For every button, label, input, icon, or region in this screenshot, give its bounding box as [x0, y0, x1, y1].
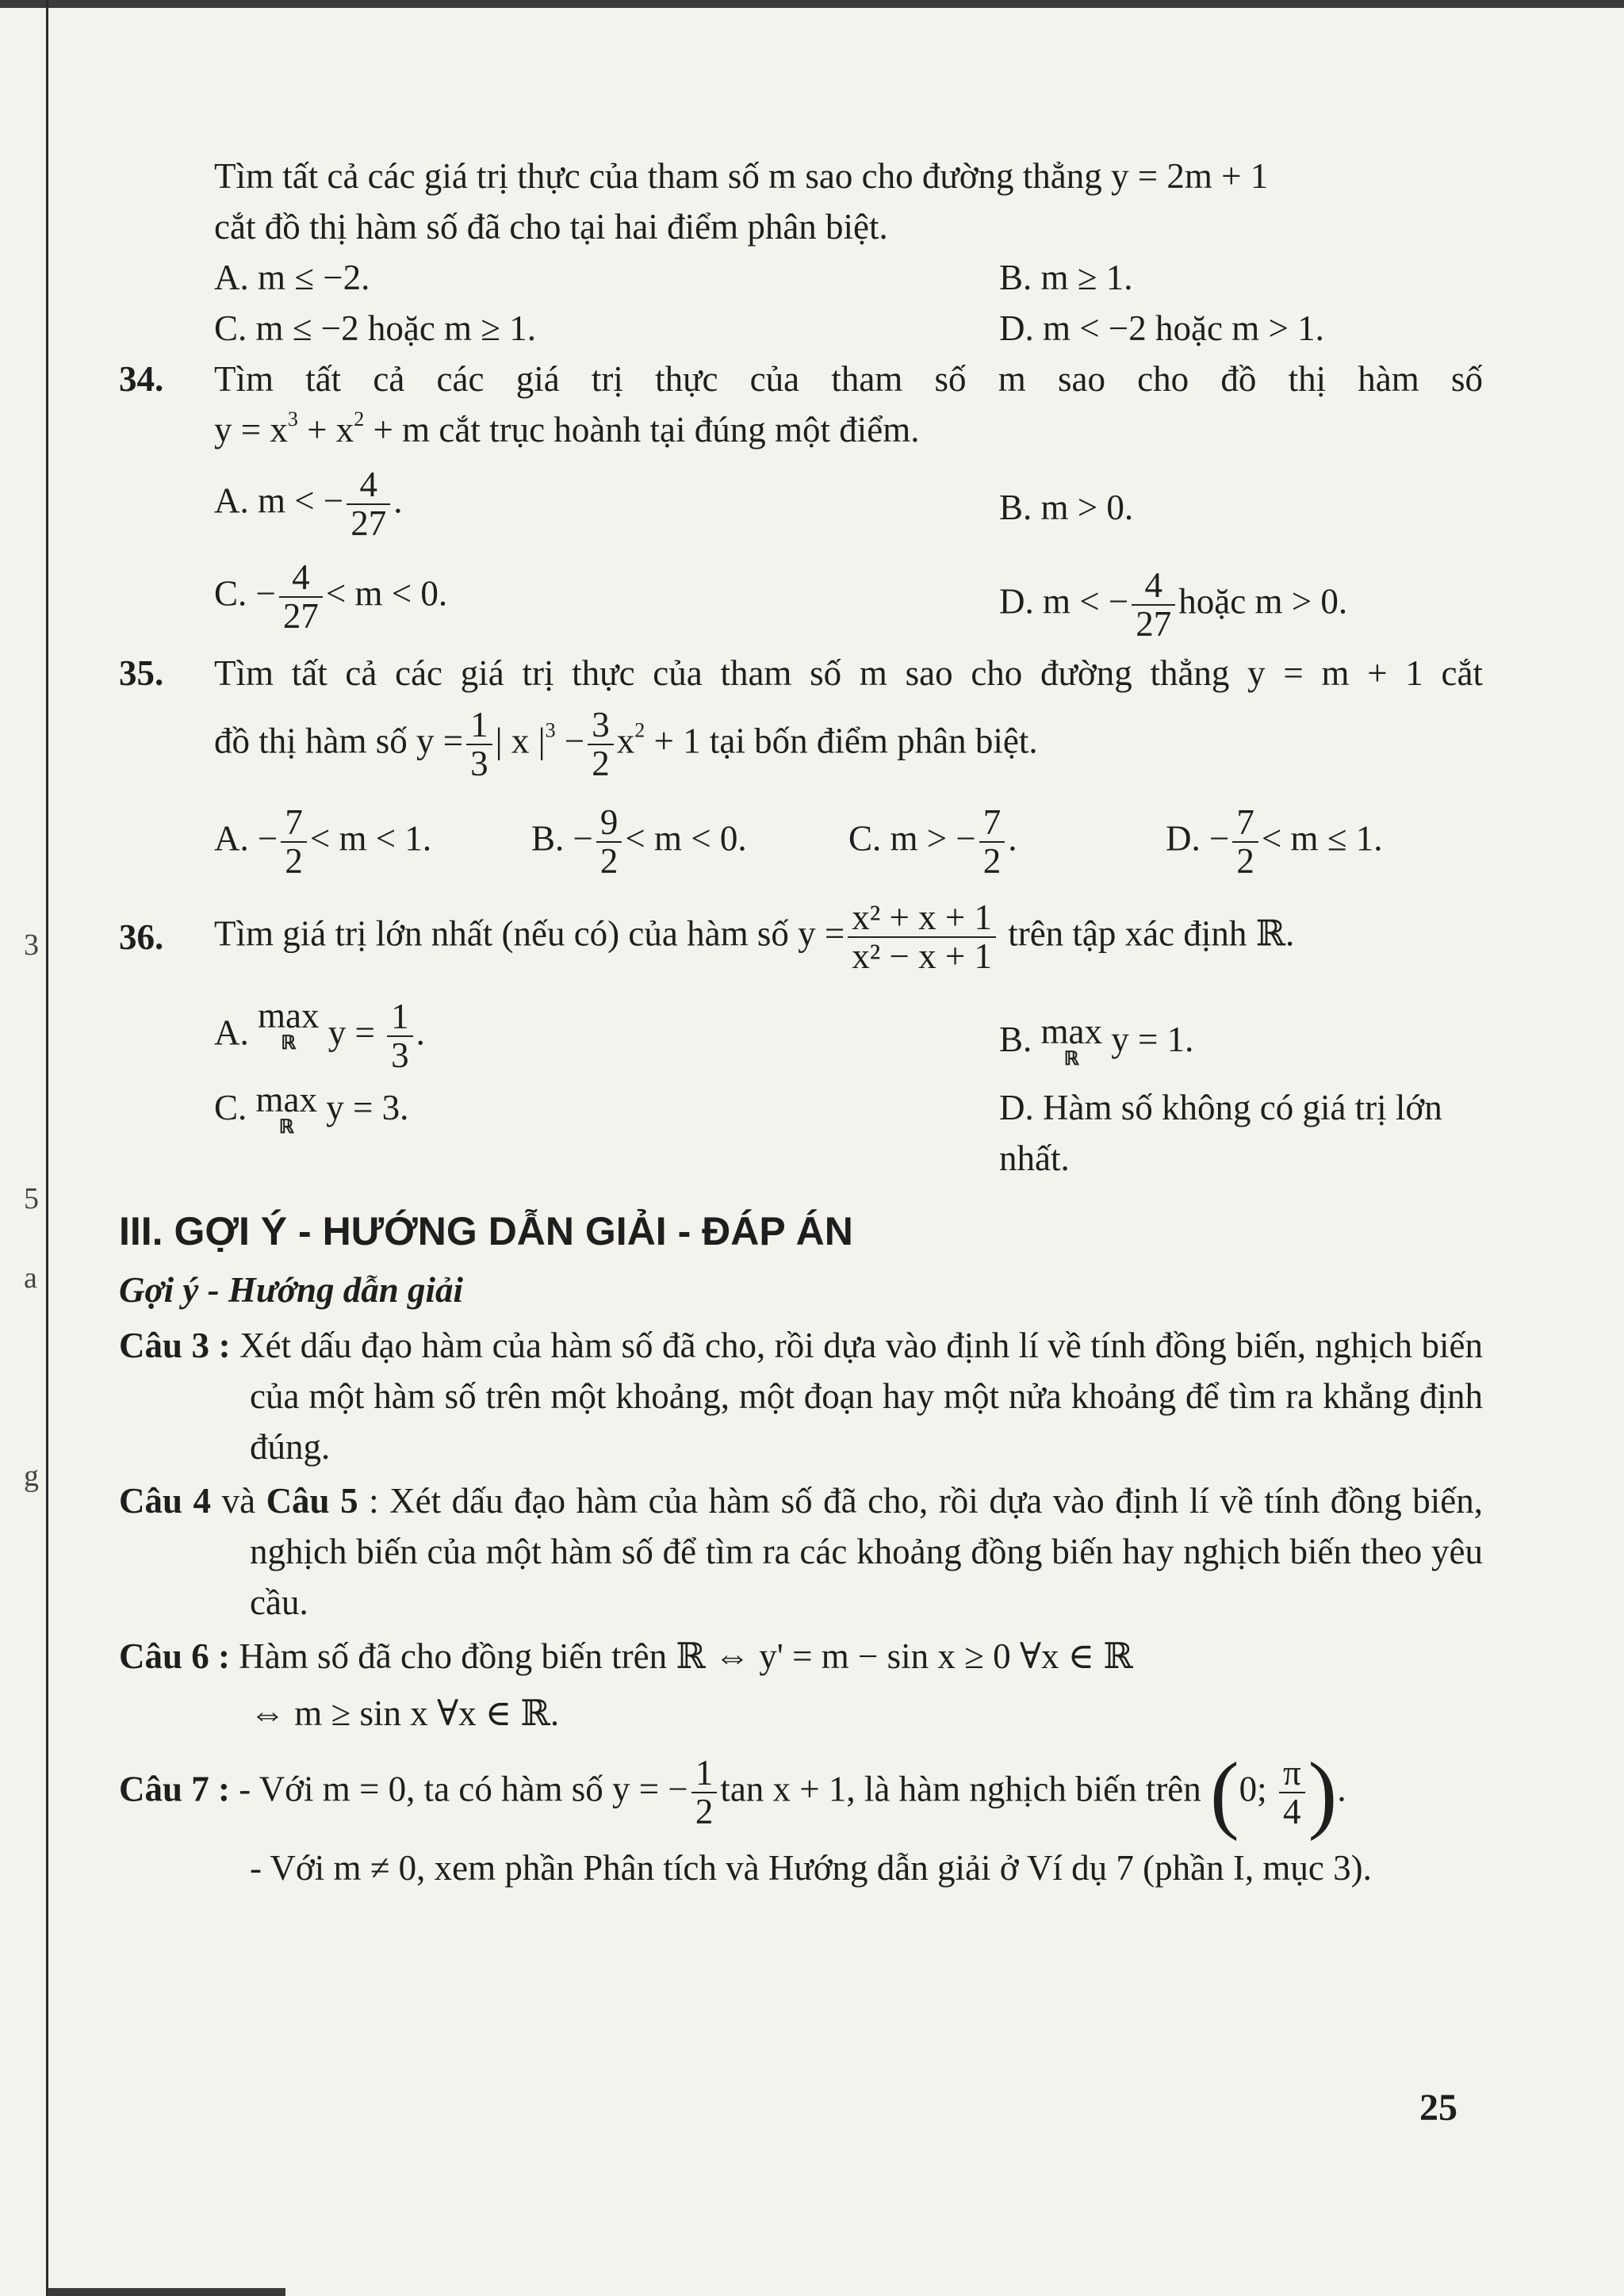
option-a: A. − $\frac{7}{2}$ < m < 1.	[214, 802, 432, 881]
question-text: Tìm tất cả các giá trị thực của tham số m sao cho đường thẳng y = m + 1 cắt	[214, 653, 1483, 693]
margin-mark: 3	[24, 928, 39, 962]
question-text-formula: đồ thị hàm số y = $\frac{1}{3}$ | x $|^3$ − $\frac{3}{2}$ $x^2 + 1$ tại bốn điểm phân biệt.	[214, 705, 1038, 784]
question-text: Tìm tất cả các giá trị thực của tham số m sao cho đồ thị hàm số	[214, 359, 1483, 399]
option-d: D. − $\frac{7}{2}$ < m ≤ 1.	[1166, 802, 1383, 881]
scan-left-edge	[46, 0, 48, 2296]
question-number: 35.	[119, 653, 164, 693]
hint-label: Câu 3 :	[119, 1326, 231, 1365]
margin-mark: 5	[24, 1182, 39, 1215]
margin-mark: a	[24, 1261, 37, 1295]
hint-cau-3: Câu 3 : Xét dấu đạo hàm của hàm số đã cho, rồi dựa vào định lí về tính đồng biến, nghịch biến của một hàm số trên một khoảng, một đoạn hay một nửa khoảng để tìm ra khẳng định đúng.	[119, 1326, 1483, 1467]
margin-mark: g	[24, 1460, 39, 1493]
question-number: 36.	[119, 917, 164, 958]
option-b: B. max ℝ y = 1.	[999, 1011, 1194, 1070]
answer-options	[119, 804, 1483, 881]
question-text-formula: $y = x^3 + x^2 + m$ cắt trục hoành tại đúng một điểm.	[214, 408, 920, 450]
question-36	[119, 899, 1483, 1184]
option-b: B. m ≥ 1.	[999, 258, 1133, 297]
option-d: D. Hàm số không có giá trị lớn nhất.	[999, 1088, 1442, 1178]
page-content	[119, 151, 1483, 1896]
hint-cau-6: Câu 6 : Hàm số đã cho đồng biến trên ℝ ⇔ y' = m − sin x ≥ 0 ∀x ∈ ℝ ⇔ m ≥ sin x ∀x ∈ ℝ.	[119, 1636, 1133, 1733]
option-b: B. − $\frac{9}{2}$ < m < 0.	[531, 802, 747, 881]
question-text: cắt đồ thị hàm số đã cho tại hai điểm phân biệt.	[214, 207, 888, 247]
question-text: Tìm tất cả các giá trị thực của tham số m sao cho đường thẳng y = 2m + 1	[214, 156, 1269, 196]
question-34	[119, 354, 1483, 643]
hint-cau-4-5: Câu 4 và Câu 5 : Xét dấu đạo hàm của hàm số đã cho, rồi dựa vào định lí về tính đồng biến, nghịch biến của một hàm số để tìm ra các khoảng đồng biến hay nghịch biến theo yêu cầu.	[119, 1481, 1483, 1622]
scan-bottom-edge	[48, 2288, 285, 2296]
hint-cau-7: Câu 7 : - Với m = 0, ta có hàm số y = − $\frac{1}{2}$ tan x + 1, là hàm nghịch biến trên (0; $\frac{\pi}{4}$ ). - Với m ≠ 0, xem phần Phân tích và Hướng dẫn giải ở Ví dụ 7 (phần I, mục 3).	[119, 1744, 1372, 1888]
option-b: B. m > 0.	[999, 488, 1134, 527]
question-33	[119, 151, 1483, 354]
answer-options	[119, 995, 1483, 1184]
option-c: C. m ≤ −2 hoặc m ≥ 1.	[214, 308, 536, 348]
option-c: C. − $\frac{4}{27}$ < m < 0.	[214, 557, 448, 636]
question-number: 34.	[119, 359, 164, 399]
answer-options	[119, 466, 1483, 643]
answer-options	[119, 252, 1483, 354]
option-d: D. m < − $\frac{4}{27}$ hoặc m > 0.	[999, 564, 1348, 644]
question-text: Tìm giá trị lớn nhất (nếu có) của hàm số y = $\frac{\text{x² + x + 1}}{\text{x² − x + 1}}$ trên tập xác định ℝ.	[214, 897, 1295, 977]
section-subtitle: Gợi ý - Hướng dẫn giải	[119, 1270, 464, 1310]
option-a: A. m < − $\frac{4}{27}$ .	[214, 465, 403, 544]
scan-top-edge	[0, 0, 1624, 8]
section-heading: III. GỢI Ý - HƯỚNG DẪN GIẢI - ĐÁP ÁN	[119, 1209, 853, 1253]
option-d: D. m < −2 hoặc m > 1.	[999, 308, 1324, 348]
option-a: A. m ≤ −2.	[214, 258, 370, 297]
option-c: C. max ℝ y = 3.	[214, 1080, 409, 1138]
option-c: C. m > − $\frac{7}{2}$ .	[848, 802, 1017, 881]
question-35	[119, 648, 1483, 880]
page-number: 25	[1419, 2087, 1457, 2129]
option-a: A. max ℝ y = $\frac{1}{3}$ .	[214, 995, 425, 1075]
